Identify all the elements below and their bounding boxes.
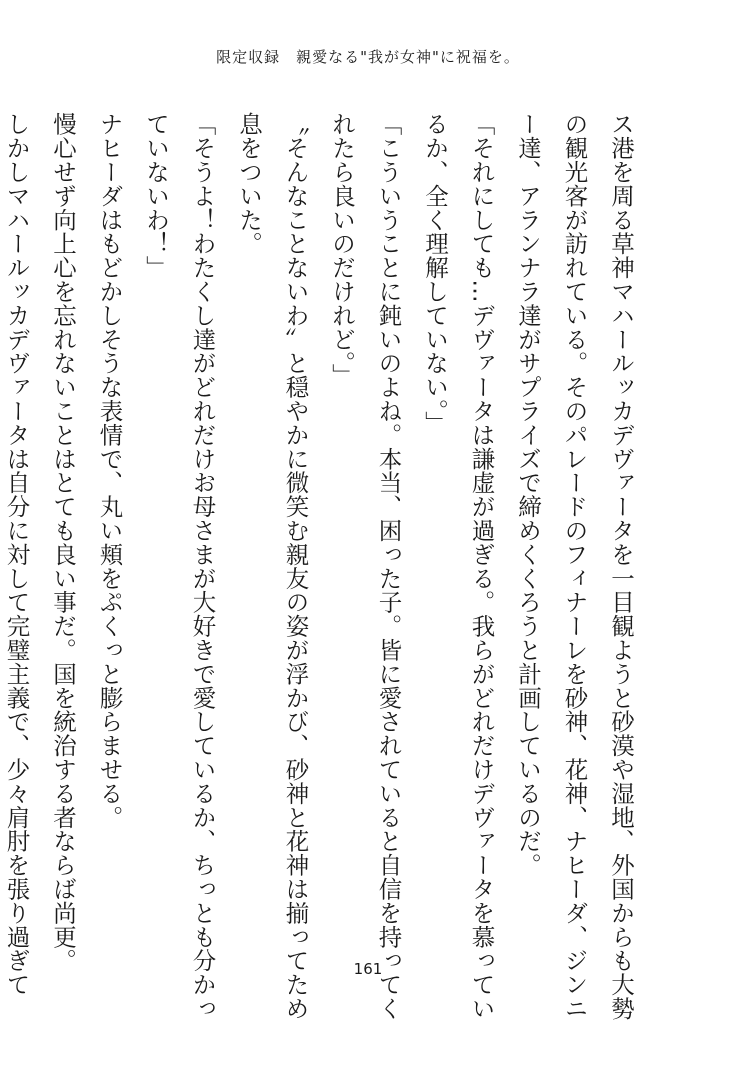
text-line: 息をついた。	[235, 112, 263, 256]
text-line: の観光客が訪れている。そのパレードのフィナーレを砂神、花神、ナヒーダ、ジンニ	[560, 112, 589, 1021]
text-line: しかしマハールッカデヴァータは自分に対して完璧主義で、少々肩肘を張り過ぎて	[2, 112, 31, 997]
text-line: るか、全く理解していない。」	[421, 112, 449, 435]
text-line: ナヒーダはもどかしそうな表情で、丸い頬をぷくっと膨らませる。	[95, 112, 124, 829]
text-line: ー達、アランナラ達がサプライズで締めくくろうと計画しているのだ。	[514, 112, 542, 877]
page-number: 161	[353, 960, 383, 978]
text-line: 「そうよ！わたくし達がどれだけお母さまが大好きで愛しているか、ちっとも分かっ	[188, 112, 217, 1021]
running-header: 限定収録 親愛なる"我が女神"に祝福を。	[216, 48, 520, 66]
text-line: 〝そんなことないわ〟と穏やかに微笑む親友の姿が浮かび、砂神と花神は揃ってため	[281, 112, 310, 1021]
text-line: ス港を周る草神マハールッカデヴァータを一目観ようと砂漠や湿地、外国からも大勢	[607, 112, 635, 1021]
text-line: 「こういうことに鈍いのよね。本当、困った子。皆に愛されていると自信を持ってく	[374, 112, 403, 1021]
text-line: 慢心せず向上心を忘れないことはとても良い事だ。国を統治する者ならば尚更。	[49, 112, 77, 973]
text-line: 「それにしても…デヴァータは謙虚が過ぎる。我らがどれだけデヴァータを慕ってい	[467, 112, 496, 1021]
text-line: れたら良いのだけれど。」	[328, 112, 356, 388]
text-line: ていないわ！」	[142, 112, 170, 280]
